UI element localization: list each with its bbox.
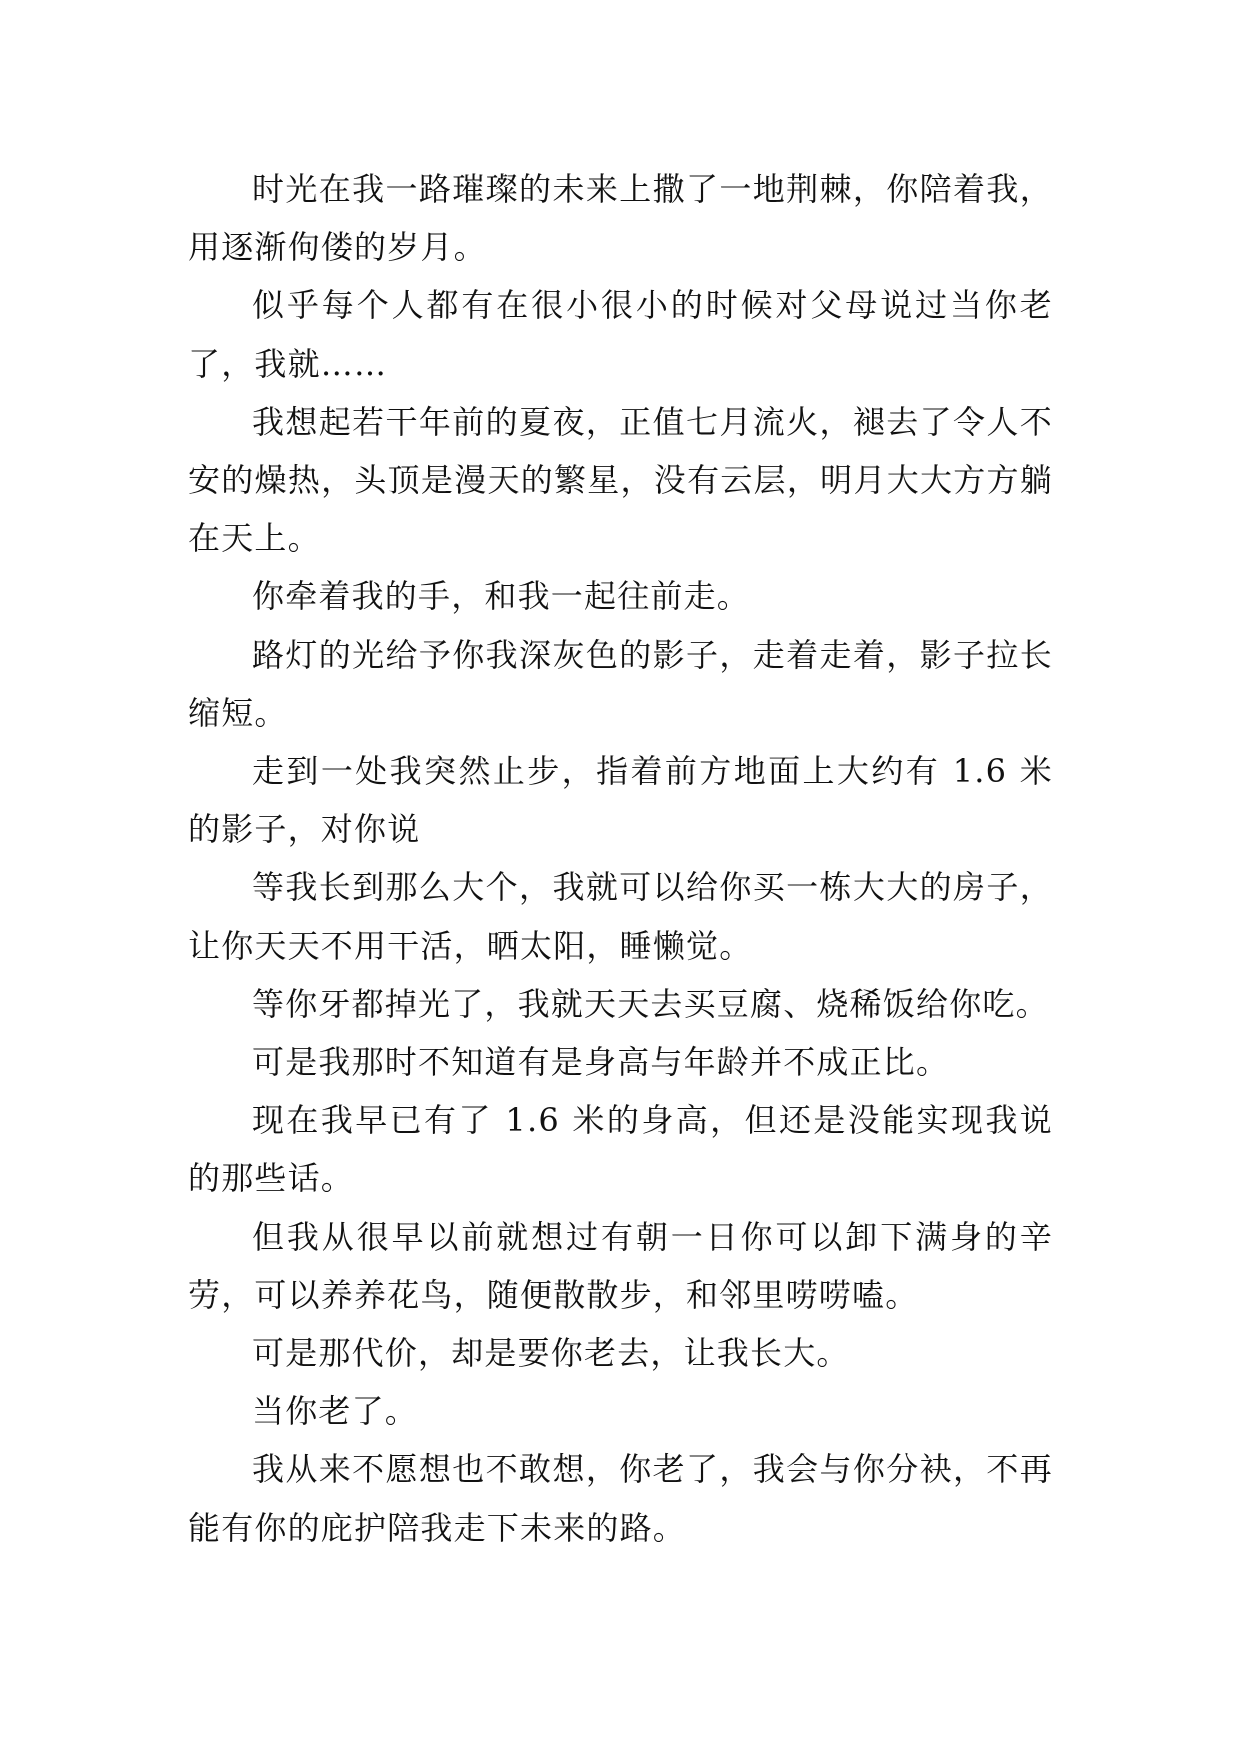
paragraph: 但我从很早以前就想过有朝一日你可以卸下满身的辛劳，可以养养花鸟，随便散散步，和邻里唠唠嗑。 bbox=[188, 1217, 1053, 1314]
paragraph: 似乎每个人都有在很小很小的时候对父母说过当你老了，我就…… bbox=[188, 286, 1053, 383]
body-text bbox=[188, 160, 1053, 1557]
paragraph: 现在我早已有了 1.6 米的身高，但还是没能实现我说的那些话。 bbox=[188, 1101, 1053, 1198]
paragraph: 路灯的光给予你我深灰色的影子，走着走着，影子拉长缩短。 bbox=[188, 635, 1053, 732]
paragraph: 等我长到那么大个，我就可以给你买一栋大大的房子，让你天天不用干活，晒太阳，睡懒觉。 bbox=[188, 868, 1053, 965]
paragraph: 可是我那时不知道有是身高与年龄并不成正比。 bbox=[252, 1043, 950, 1082]
paragraph: 当你老了。 bbox=[252, 1392, 419, 1431]
paragraph: 走到一处我突然止步，指着前方地面上大约有 1.6 米的影子，对你说 bbox=[188, 752, 1053, 849]
paragraph: 时光在我一路璀璨的未来上撒了一地荆棘，你陪着我，用逐渐佝偻的岁月。 bbox=[188, 170, 1053, 267]
paragraph: 你牵着我的手，和我一起往前走。 bbox=[252, 577, 751, 616]
paragraph: 我想起若干年前的夏夜，正值七月流火，褪去了令人不安的燥热，头顶是漫天的繁星，没有云层，明月大大方方躺在天上。 bbox=[188, 402, 1053, 558]
paragraph: 可是那代价，却是要你老去，让我长大。 bbox=[252, 1334, 850, 1373]
paragraph: 我从来不愿想也不敢想，你老了，我会与你分袂，不再能有你的庇护陪我走下未来的路。 bbox=[188, 1450, 1053, 1547]
paragraph: 等你牙都掉光了，我就天天去买豆腐、烧稀饭给你吃。 bbox=[252, 984, 1049, 1023]
